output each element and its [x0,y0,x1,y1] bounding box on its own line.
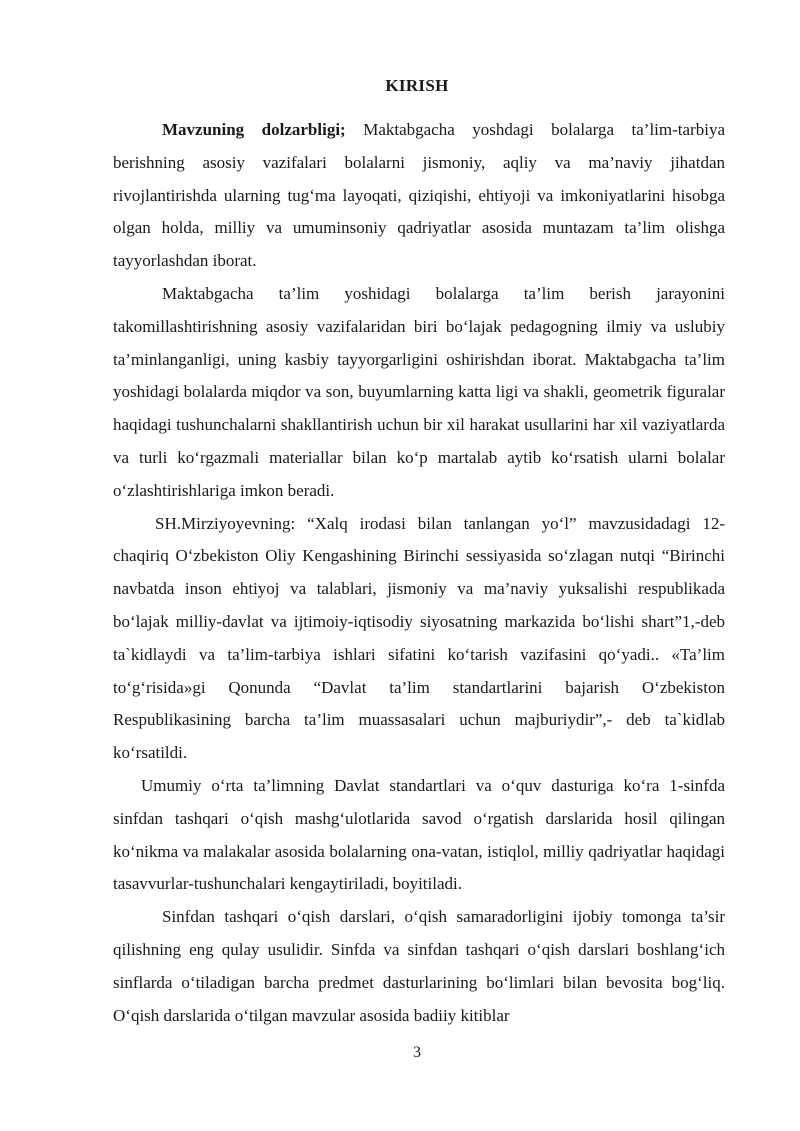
page-number: 3 [413,1044,421,1061]
body-text [113,114,725,1032]
page-title: KIRISH [385,76,449,95]
paragraph-text: Maktabgacha yoshdagi bolalarga ta’lim-tarbiya berishning asosiy vazifalari bolalarni jismoniy, aqliy va ma’naviy jihatdan rivojlantirishda ularning tug‘ma layoqati, qiziqishi, ehtiyoji va imkoniyatlarini hisobga olgan holda, milliy va umuminsoniy qadriyatlar asosida muntazam ta’lim olishga tayyorlashdan iborat. [113,120,725,271]
paragraph-speech-quote: SH.Mirziyoyevning: “Xalq irodasi bilan tanlangan yo‘l” mavzusidadagi 12-chaqiriq O‘zbekiston Oliy Kengashining Birinchi sessiyasida so‘zlagan nutqi “Birinchi navbatda inson ehtiyoj va talablari, jismoniy va ma’naviy yuksalishi respublikada bo‘lajak milliy-davlat va ijtimoiy-iqtisodiy siyosatning markazida bo‘lishi shart”1,-deb ta`kidlaydi va ta’lim-tarbiya ishlari sifatini ko‘tarish vazifasini qo‘yadi.. «Ta’lim to‘g‘risida»gi Qonunda “Davlat ta’lim standartlarini bajarish O‘zbekiston Respublikasining barcha ta’lim muassasalari uchun majburiydir”,- deb ta`kidlab ko‘rsatildi. [113,513,725,763]
paragraph-standards: Umumiy o‘rta ta’limning Davlat standartlari va o‘quv dasturiga ko‘ra 1-sinfda sinfdan tashqari o‘qish mashg‘ulotlarida savod o‘rgatish darslarida hosil qilingan ko‘nikma va malakalar asosida bolalarning ona-vatan, istiqlol, milliy qadriyatlar haqidagi tasavvurlar-tushunchalari kengaytiriladi, boyitiladi. [113,775,725,894]
paragraph-preschool: Maktabgacha ta’lim yoshidagi bolalarga ta’lim berish jarayonini takomillashtirishning asosiy vazifalaridan biri bo‘lajak pedagogning ilmiy va uslubiy ta’minlanganligi, uning kasbiy tayyorgarligini oshirishdan iborat. Maktabgacha ta’lim yoshidagi bolalarda miqdor va son, buyumlarning katta ligi va shakli, geometrik figuralar haqidagi tushunchalarni shakllantirish uchun bir xil harakat usullarini har xil vaziyatlarda va turli ko‘rgazmali materiallar bilan ko‘p martalab aytib ko‘rsatish ularni bolalar o‘zlashtirishlariga imkon beradi. [113,283,725,500]
paragraph-relevance [113,114,725,278]
paragraph-lead: Mavzuning dolzarbligi; [162,120,346,139]
paragraph-extracurricular: Sinfdan tashqari o‘qish darslari, o‘qish samaradorligini ijobiy tomonga ta’sir qilishning eng qulay usulidir. Sinfda va sinfdan tashqari o‘qish darslari boshlang‘ich sinflarda o‘tiladigan barcha predmet dasturlarining bo‘limlari bilan bevosita bog‘liq. O‘qish darslarida o‘tilgan mavzular asosida badiiy kitiblar [113,907,725,1025]
